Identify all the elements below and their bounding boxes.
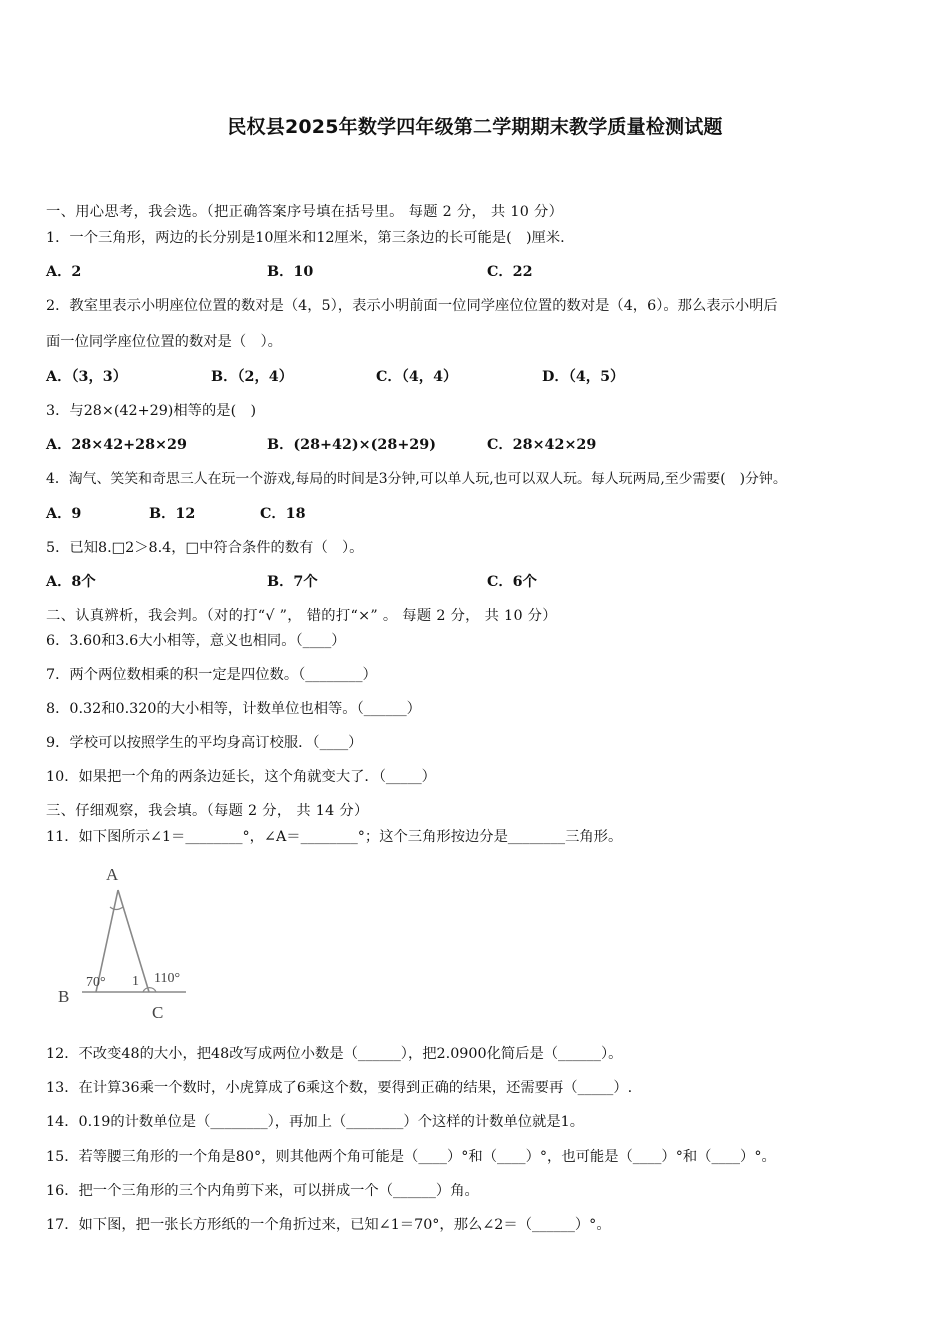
question-4: 4．淘气、笑笑和奇思三人在玩一个游戏,每局的时间是3分钟,可以单人玩,也可以双人玩。每人玩两局,至少需要( )分钟。: [46, 471, 787, 487]
angle-b-value: 70°: [86, 975, 106, 990]
q2-option-a: A．（3，3）: [46, 369, 128, 385]
question-1: 1．一个三角形，两边的长分别是10厘米和12厘米，第三条边的长可能是( )厘米.: [46, 230, 565, 246]
triangle-figure: [52, 860, 192, 1025]
section-3-heading: 三、仔细观察，我会填。（每题 2 分， 共 14 分）: [46, 803, 369, 819]
q1-option-c: C．22: [487, 264, 533, 280]
angle-a-arc: [110, 907, 123, 910]
question-8: 8．0.32和0.320的大小相等，计数单位也相等。（______）: [46, 701, 421, 717]
vertex-b-label: B: [58, 987, 70, 1006]
q4-option-a: A．9: [46, 506, 82, 522]
q2-option-b: B．（2，4）: [211, 369, 294, 385]
q1-option-a: A．2: [46, 264, 82, 280]
vertex-c-label: C: [152, 1003, 164, 1022]
question-6: 6．3.60和3.6大小相等，意义也相同。（____）: [46, 633, 346, 649]
q5-option-a: A．8个: [46, 574, 96, 590]
q5-option-c: C．6个: [487, 574, 537, 590]
vertex-a-label: A: [106, 865, 119, 884]
q4-option-b: B．12: [149, 506, 196, 522]
question-9: 9．学校可以按照学生的平均身高订校服．（____）: [46, 735, 363, 751]
question-5: 5．已知8.□2＞8.4，□中符合条件的数有（ ）。: [46, 540, 364, 556]
q3-option-c: C．28×42×29: [487, 437, 597, 453]
question-10: 10．如果把一个角的两条边延长，这个角就变大了．（_____）: [46, 769, 436, 785]
q2-option-c: C．（4，4）: [376, 369, 458, 385]
question-15: 15．若等腰三角形的一个角是80°，则其他两个角可能是（____）°和（____）°，也可能是（____）°和（____）°。: [46, 1149, 776, 1165]
question-17: 17．如下图，把一张长方形纸的一个角折过来，已知∠1＝70°，那么∠2＝（______）°。: [46, 1217, 611, 1233]
q2-option-d: D．（4，5）: [542, 369, 625, 385]
section-1-heading: 一、用心思考，我会选。（把正确答案序号填在括号里。 每题 2 分， 共 10 分）: [46, 204, 564, 220]
question-7: 7．两个两位数相乘的积一定是四位数。（________）: [46, 667, 377, 683]
question-14: 14．0.19的计数单位是（________），再加上（________）个这样的计数单位就是1。: [46, 1114, 585, 1130]
angle-1-label: 1: [132, 974, 139, 989]
question-2-line-1: 2．教室里表示小明座位位置的数对是（4，5），表示小明前面一位同学座位位置的数对是（4，6）。那么表示小明后: [46, 298, 778, 314]
question-12: 12．不改变48的大小，把48改写成两位小数是（______），把2.0900化简后是（______）。: [46, 1046, 623, 1062]
question-16: 16．把一个三角形的三个内角剪下来，可以拼成一个（______）角。: [46, 1183, 479, 1199]
section-2-heading: 二、认真辨析，我会判。（对的打“√ ”， 错的打“×” 。 每题 2 分， 共 10 分）: [46, 608, 557, 624]
question-11: 11．如下图所示∠1＝________°，∠A＝________°；这个三角形按边分是________三角形。: [46, 829, 623, 845]
q4-option-c: C．18: [260, 506, 306, 522]
q3-option-a: A．28×42+28×29: [46, 437, 187, 453]
page-title: 民权县2025年数学四年级第二学期期末教学质量检测试题: [227, 116, 723, 138]
question-13: 13．在计算36乘一个数时，小虎算成了6乘这个数，要得到正确的结果，还需要再（_____）.: [46, 1080, 633, 1096]
q5-option-b: B．7个: [267, 574, 318, 590]
question-2-line-2: 面一位同学座位位置的数对是（ ）。: [46, 334, 282, 350]
question-3: 3．与28×(42+29)相等的是( ): [46, 403, 257, 419]
q1-option-b: B．10: [267, 264, 314, 280]
exterior-angle-value: 110°: [154, 971, 181, 986]
q3-option-b: B．(28+42)×(28+29): [267, 437, 436, 453]
